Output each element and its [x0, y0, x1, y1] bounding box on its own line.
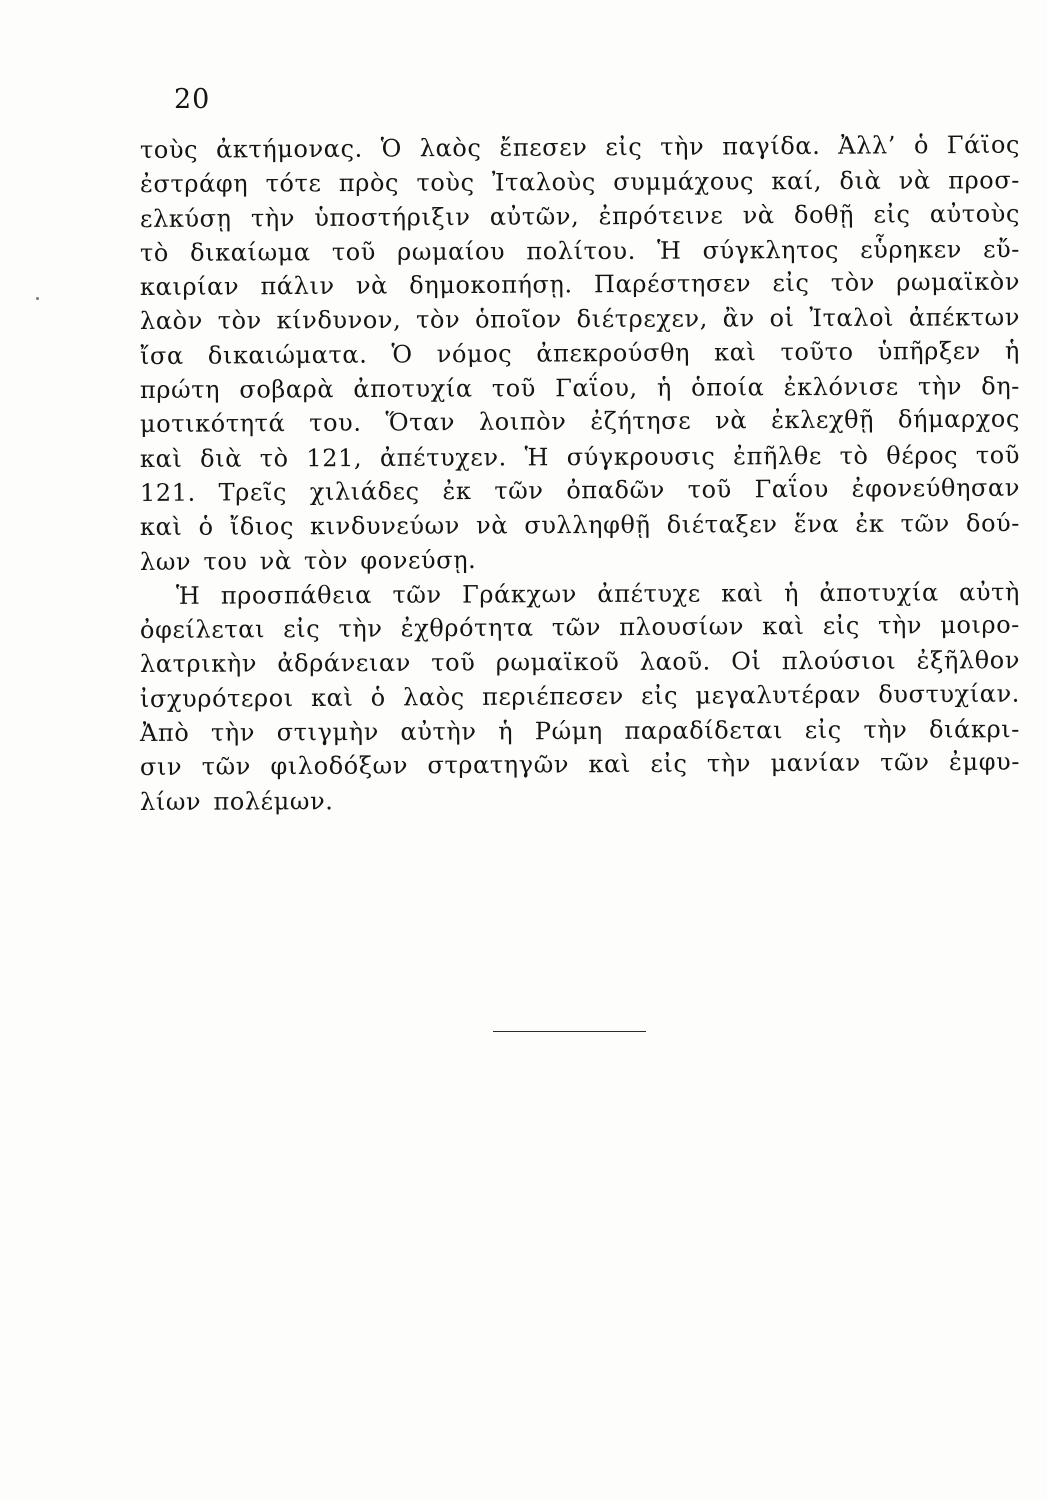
text-line: σιν τῶν φιλοδόξων στρατηγῶν καὶ εἰς τὴν μανίαν τῶν ἐμφυ- [139, 747, 1021, 782]
text-line: Ἡ προσπάθεια τῶν Γράκχων ἀπέτυχε καὶ ἡ ἀποτυχία αὐτὴ [175, 578, 1021, 610]
text-line: ἐστράφη τότε πρὸς τοὺς Ἰταλοὺς συμμάχους καί, διὰ νὰ προσ- [139, 166, 1021, 199]
text-line: πρώτη σοβαρὰ ἀποτυχία τοῦ Γαΐου, ἡ ὁποία ἐκλόνισε τὴν δη- [139, 372, 1021, 405]
page-number: 20 [174, 84, 211, 115]
text-line: καὶ διὰ τὸ 121, ἀπέτυχεν. Ἡ σύγκρουσις ἐπῆλθε τὸ θέρος τοῦ [139, 440, 1021, 473]
text-line: ελκύσῃ τὴν ὑποστήριξιν αὐτῶν, ἐπρότεινε νὰ δοθῇ εἰς αὐτοὺς [139, 199, 1021, 233]
text-line: λων του νὰ τὸν φονεύσῃ. [139, 545, 477, 576]
text-line: 121. Τρεῖς χιλιάδες ἐκ τῶν ὀπαδῶν τοῦ Γαΐου ἐφονεύθησαν [139, 473, 1021, 507]
text-line: λατρικὴν ἀδράνειαν τοῦ ρωμαϊκοῦ λαοῦ. Οἱ πλούσιοι ἐξῆλθον [139, 646, 1021, 679]
text-line: Ἀπὸ τὴν στιγμὴν αὐτὴν ἡ Ρώμη παραδίδεται εἰς τὴν διάκρι- [139, 715, 1021, 748]
scan-speck [36, 297, 39, 300]
text-line: τὸ δικαίωμα τοῦ ρωμαίου πολίτου. Ἡ σύγκλητος εὗρηκεν εὔ- [139, 235, 1021, 267]
section-end-rule [493, 1031, 646, 1032]
text-line: καιρίαν πάλιν νὰ δημοκοπήσῃ. Παρέστησεν εἰς τὸν ρωμαϊκὸν [139, 267, 1021, 302]
text-line: ὀφείλεται εἰς τὴν ἐχθρότητα τῶν πλουσίων καὶ εἰς τὴν μοιρο- [139, 610, 1021, 645]
text-line: ἰσχυρότεροι καὶ ὁ λαὸς περιέπεσεν εἰς μεγαλυτέραν δυστυχίαν. [139, 679, 1021, 713]
body-text [139, 130, 1021, 819]
text-line: λαὸν τὸν κίνδυνον, τὸν ὁποῖον διέτρεχεν, ἂν οἱ Ἰταλοὶ ἀπέκτων [139, 303, 1021, 336]
text-line: τοὺς ἀκτήμονας. Ὁ λαὸς ἔπεσεν εἰς τὴν παγίδα. Ἀλλ’ ὁ Γάϊος [139, 130, 1021, 164]
text-line: καὶ ὁ ἴδιος κινδυνεύων νὰ συλληφθῇ διέταξεν ἕνα ἐκ τῶν δού- [139, 509, 1021, 542]
text-line: μοτικότητά του. Ὅταν λοιπὸν ἐζήτησε νὰ ἐκλεχθῇ δήμαρχος [139, 404, 1021, 439]
text-line: λίων πολέμων. [139, 786, 334, 816]
text-line: ἴσα δικαιώματα. Ὁ νόμος ἀπεκρούσθη καὶ τοῦτο ὑπῆρξεν ἡ [139, 336, 1021, 370]
